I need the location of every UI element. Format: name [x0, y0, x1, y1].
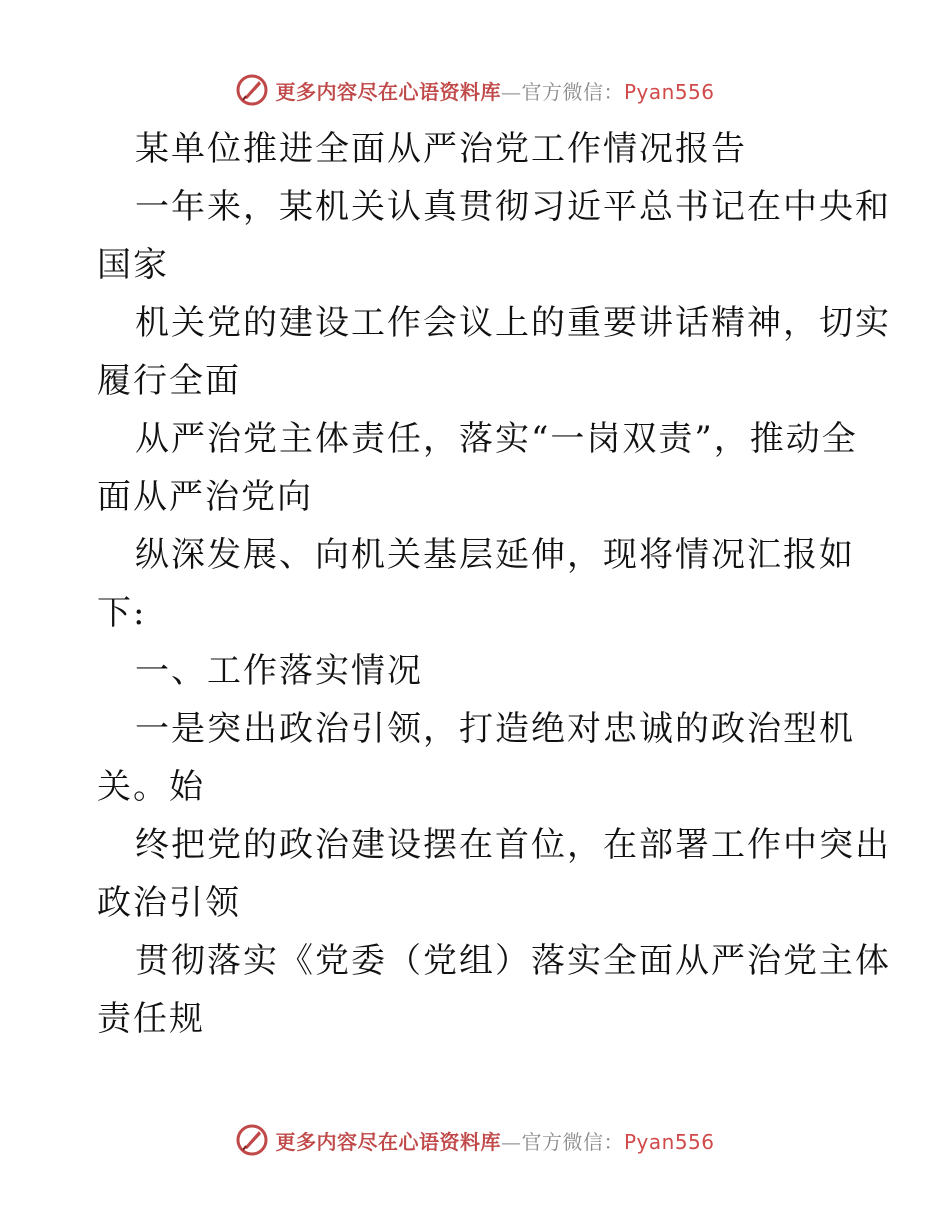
paragraph-line: 纵深发展、向机关基层延伸，现将情况汇报如 — [135, 535, 855, 575]
watermark-text — [275, 1126, 714, 1155]
paragraph-line: 履行全面 — [97, 361, 241, 401]
paragraph-line: 一是突出政治引领，打造绝对忠诚的政治型机 — [135, 709, 855, 749]
paragraph-line: 下: — [97, 593, 147, 633]
paragraph-line: 一年来，某机关认真贯彻习近平总书记在中央和 — [135, 187, 891, 227]
watermark-wechat-id: Pyan556 — [623, 1129, 715, 1154]
paragraph-line: 政治引领 — [97, 883, 241, 923]
document-title: 某单位推进全面从严治党工作情况报告 — [135, 129, 747, 169]
watermark-dash: — — [500, 79, 522, 104]
paragraph-line: 国家 — [97, 245, 169, 285]
section-heading: 一、工作落实情况 — [135, 651, 423, 691]
watermark-wechat-id: Pyan556 — [623, 79, 715, 104]
paragraph-line: 贯彻落实《党委（党组）落实全面从严治党主体 — [135, 941, 891, 981]
watermark-text — [275, 76, 714, 105]
watermark-brand: 更多内容尽在心语资料库 — [275, 1129, 501, 1154]
watermark-brand: 更多内容尽在心语资料库 — [275, 79, 501, 104]
paragraph-line: 责任规 — [97, 999, 205, 1039]
watermark-dash: — — [500, 1129, 522, 1154]
paragraph-line: 面从严治党向 — [97, 477, 313, 517]
footer-watermark — [0, 1120, 950, 1160]
quill-logo-icon — [235, 1123, 269, 1157]
paragraph-line: 机关党的建设工作会议上的重要讲话精神，切实 — [135, 303, 891, 343]
header-watermark — [0, 70, 950, 110]
paragraph-line: 关。始 — [97, 767, 205, 807]
watermark-wechat-label: 官方微信： — [521, 1129, 624, 1154]
paragraph-line: 终把党的政治建设摆在首位，在部署工作中突出 — [135, 825, 891, 865]
quill-logo-icon — [235, 73, 269, 107]
paragraph-line: 从严治党主体责任，落实“一岗双责”，推动全 — [135, 419, 858, 459]
watermark-wechat-label: 官方微信： — [521, 79, 624, 104]
